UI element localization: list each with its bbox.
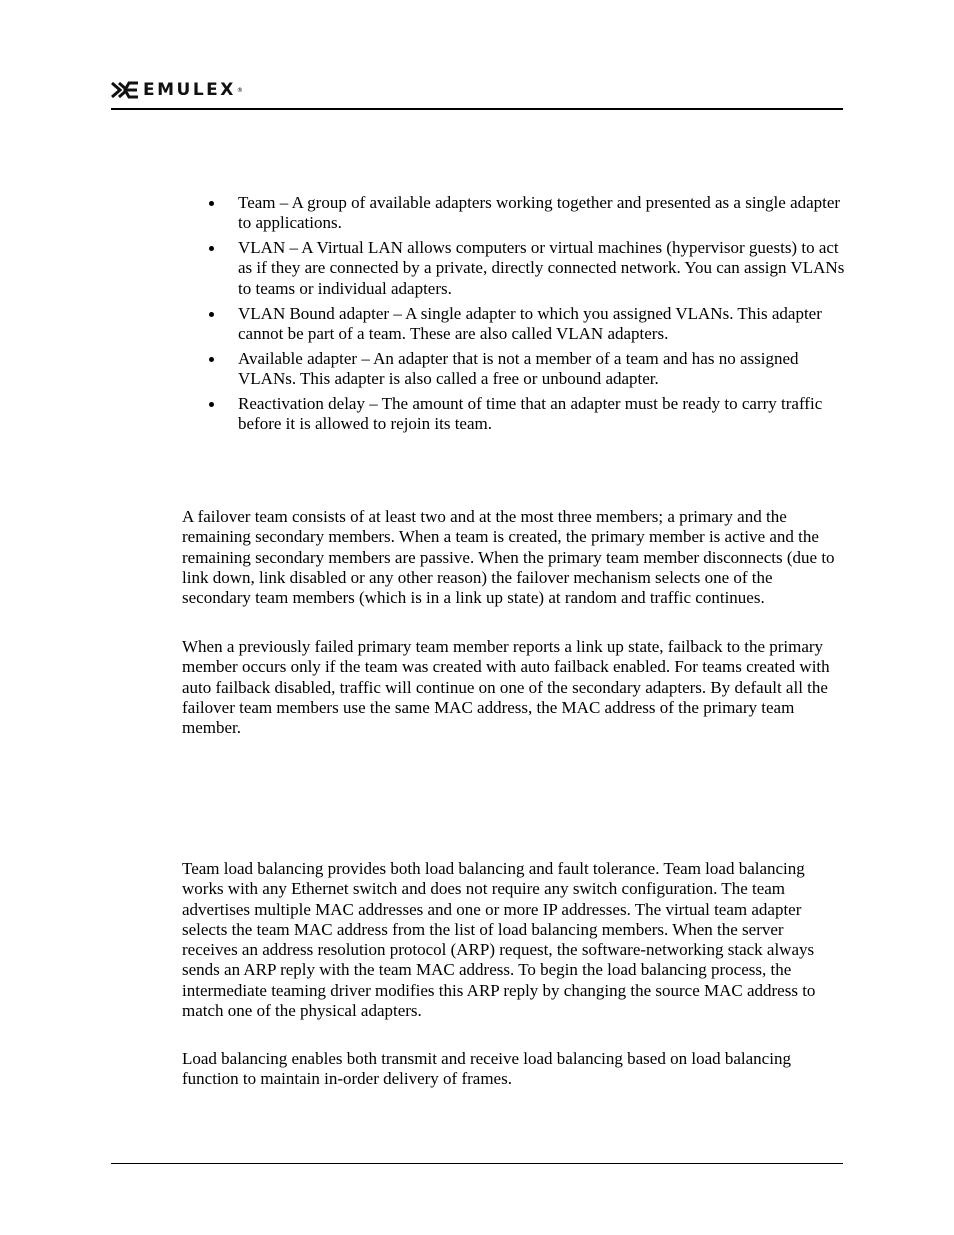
failover-paragraph-1: A failover team consists of at least two and at the most three members; a primary and the remaining secondary members. When a team is created, the primary member is active and the remaining secondary members are passive. When the primary team member disconnects (due to link down, link disabled or any other reason) the failover mechanism selects one of the secondary team members (which is in a link up state) at random and traffic continues. — [182, 507, 835, 608]
bullet-icon — [209, 402, 214, 407]
bullet-icon — [209, 357, 214, 362]
emulex-logo-icon — [111, 81, 139, 99]
list-item — [209, 349, 849, 390]
logo-trademark: ® — [236, 86, 243, 94]
header-logo — [111, 80, 243, 100]
bullet-icon — [209, 312, 214, 317]
header-rule — [111, 108, 843, 110]
footer-rule — [111, 1163, 843, 1164]
load-balancing-paragraph-1: Team load balancing provides both load balancing and fault tolerance. Team load balancing works with any Ethernet switch and does not require any switch configuration. The team advertises multiple MAC addresses and one or more IP addresses. The virtual team adapter selects the team MAC address from the list of load balancing members. When the server receives an address resolution protocol (ARP) request, the software-networking stack always sends an ARP reply with the team MAC address. To begin the load balancing process, the intermediate teaming driver modifies this ARP reply by changing the source MAC address to match one of the physical adapters. — [182, 859, 816, 1021]
definitions-list — [209, 193, 849, 439]
list-item-text: VLAN – A Virtual LAN allows computers or virtual machines (hypervisor guests) to act as if they are connected by a private, directly connected network. You can assign VLANs to teams or individual adapters. — [238, 238, 845, 298]
list-item-text: VLAN Bound adapter – A single adapter to which you assigned VLANs. This adapter cannot be part of a team. These are also called VLAN adapters. — [238, 303, 822, 343]
load-balancing-paragraph-2: Load balancing enables both transmit and receive load balancing based on load balancing function to maintain in-order delivery of frames. — [182, 1049, 791, 1089]
list-item-text: Available adapter – An adapter that is not a member of a team and has no assigned VLANs. This adapter is also called a free or unbound adapter. — [238, 348, 799, 389]
list-item-text: Team – A group of available adapters working together and presented as a single adapter to applications. — [238, 193, 841, 233]
failover-paragraph-2: When a previously failed primary team member reports a link up state, failback to the primary member occurs only if the team was created with auto failback enabled. For teams created with auto failback disabled, traffic will continue on one of the secondary adapters. By default all the failover team members use the same MAC address, the MAC address of the primary team member. — [182, 637, 830, 738]
bullet-icon — [209, 246, 214, 251]
list-item — [209, 304, 849, 345]
list-item-text: Reactivation delay – The amount of time that an adapter must be ready to carry traffic before it is allowed to rejoin its team. — [238, 394, 823, 434]
list-item — [209, 394, 849, 435]
logo-text: EMULEX — [143, 80, 236, 100]
list-item — [209, 238, 849, 299]
bullet-icon — [209, 201, 214, 206]
list-item — [209, 193, 849, 234]
